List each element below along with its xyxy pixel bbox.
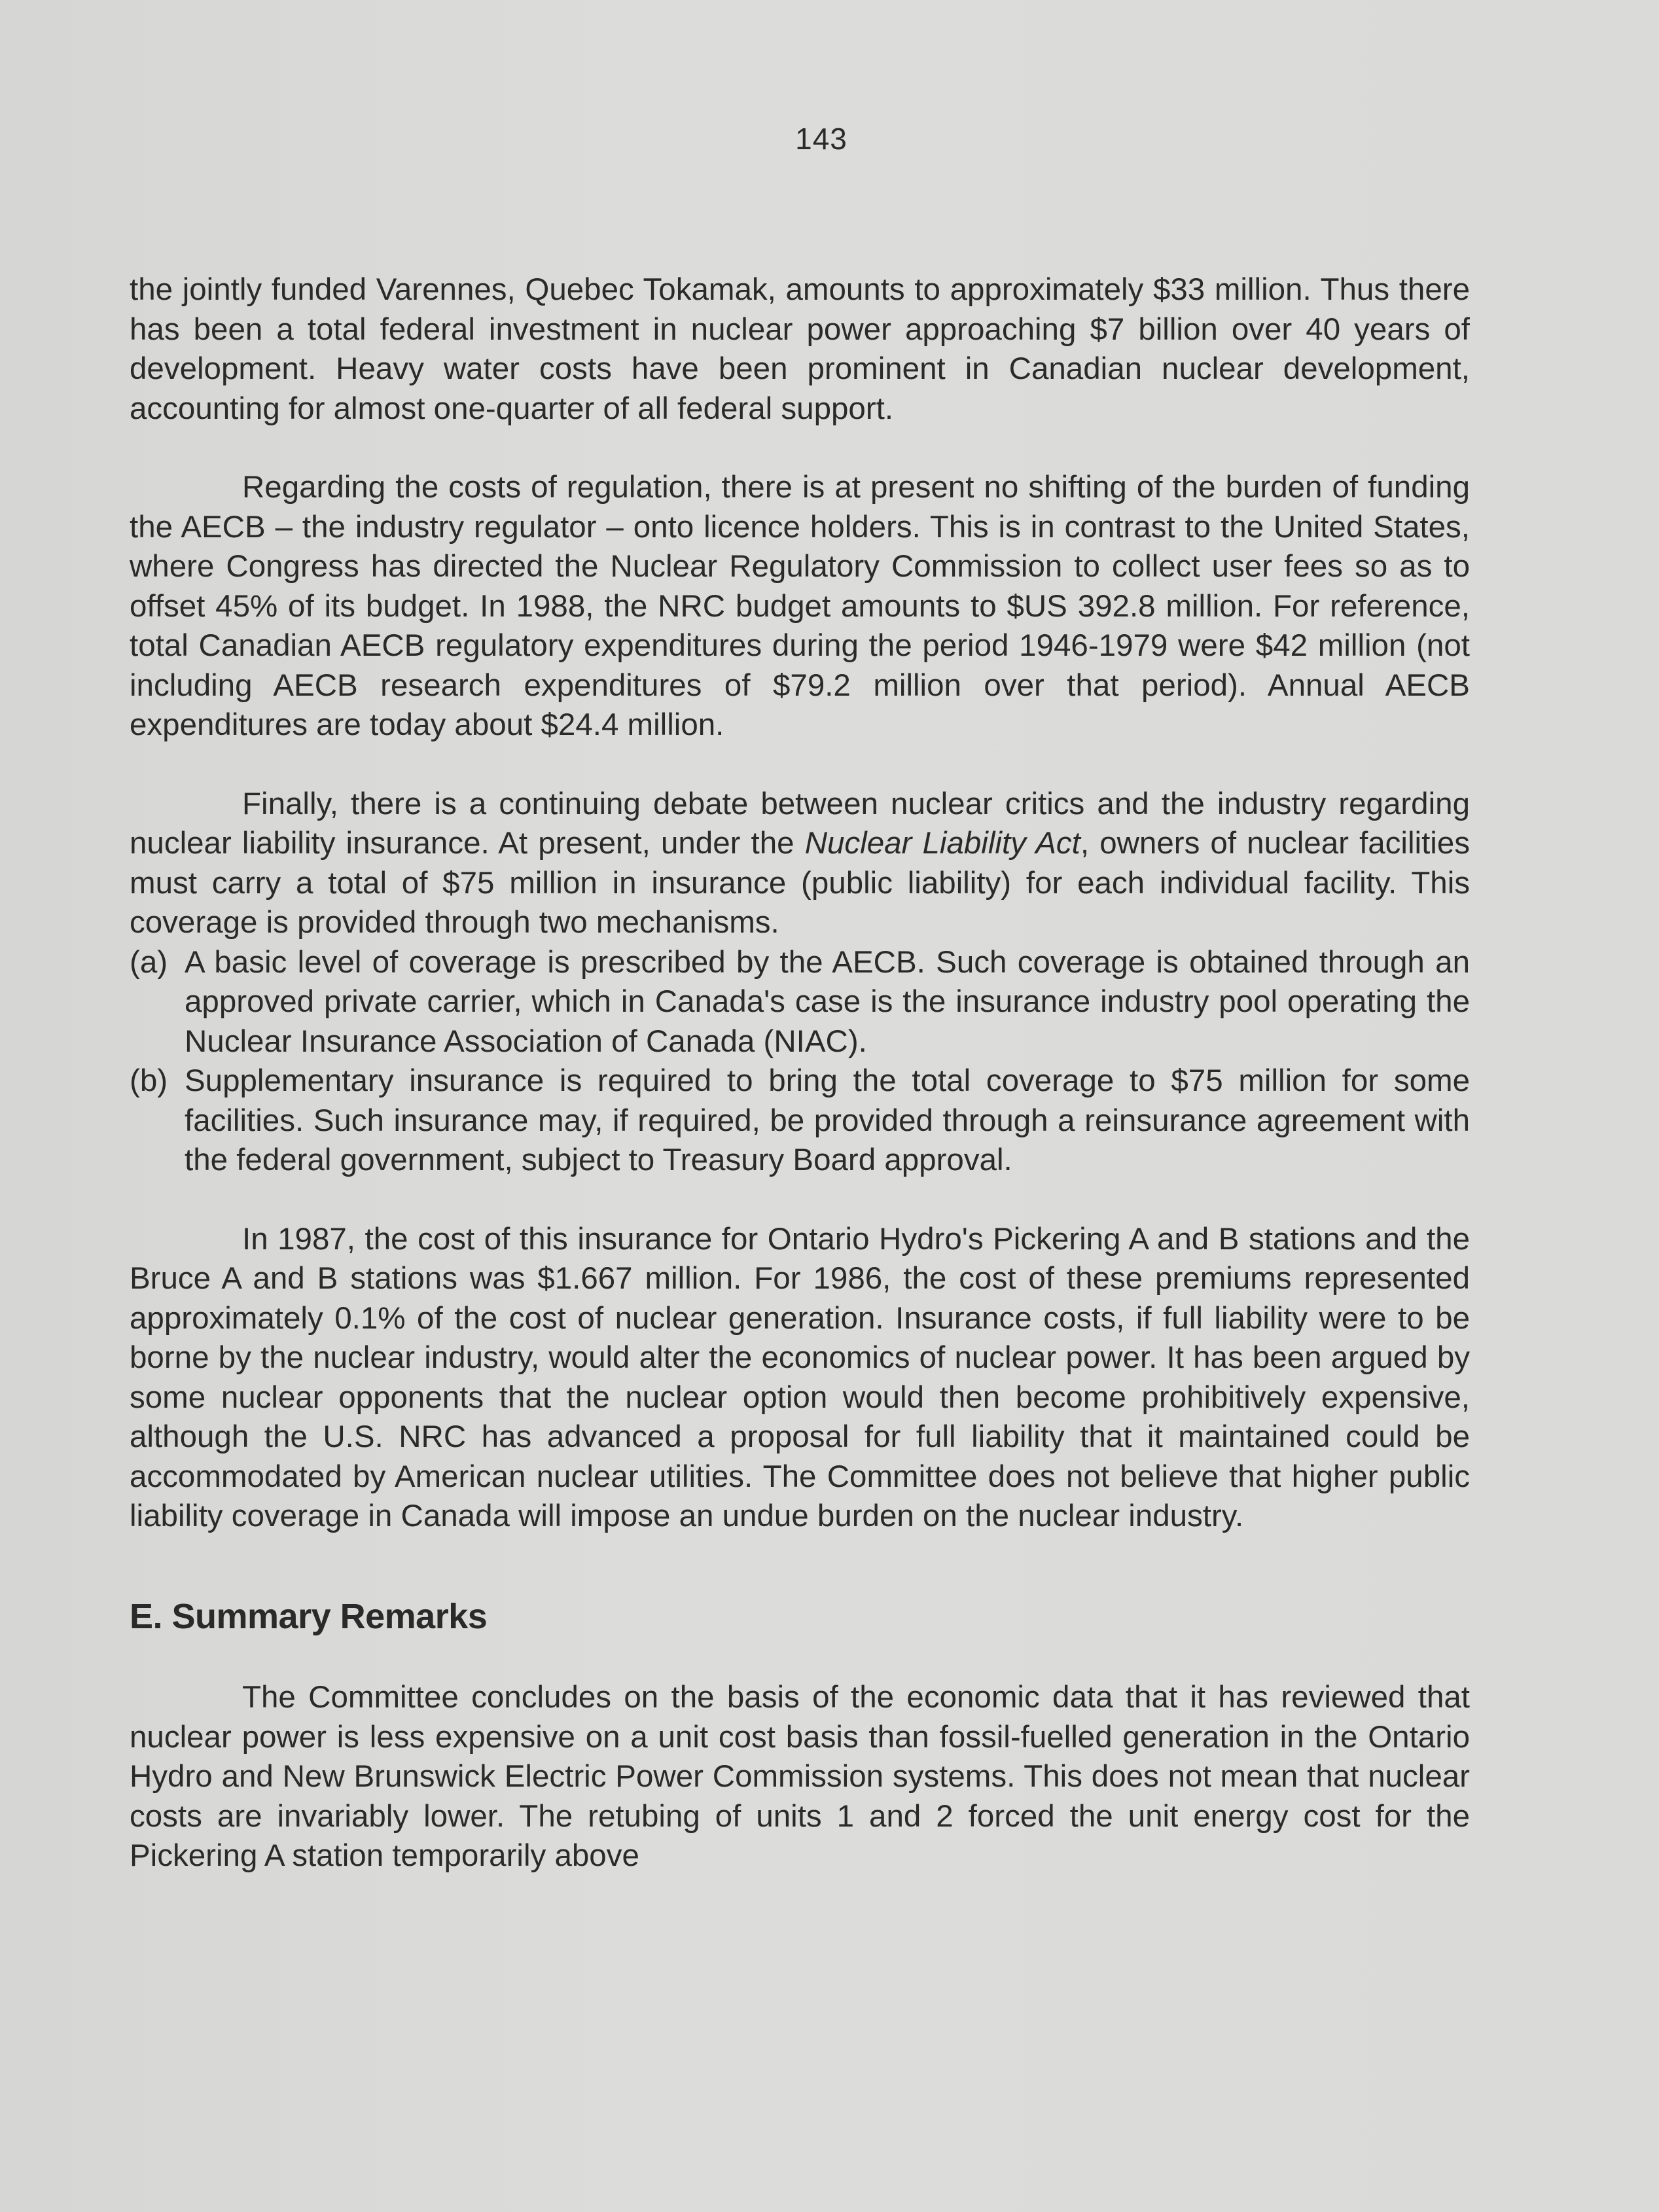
page-number: 143 [795, 122, 847, 156]
paragraph-insurance-cost: In 1987, the cost of this insurance for Ontario Hydro's Pickering A and B stations and the Bruce A and B stations was $1.667 million. For 1986, the cost of these premiums represented approximately 0.1% of the cost of nuclear generation. Insurance costs, if full liability were to be borne by the nuclear industry, would alter the economics of nuclear power. It has been argued by some nuclear opponents that the nuclear option would then become prohibitively expensive, although the U.S. NRC has advanced a proposal for full liability that it maintained could be accommodated by American nuclear utilities. The Committee does not believe that higher public liability coverage in Canada will impose an undue burden on the nuclear industry. [130, 1221, 1470, 1533]
paragraph-liability-insurance [130, 785, 1470, 943]
page-body [130, 270, 1470, 1876]
list-marker-a: (a) [130, 944, 168, 980]
list-item-b [130, 1061, 1470, 1181]
nuclear-liability-act-title: Nuclear Liability Act [804, 826, 1080, 861]
list-item-a [130, 943, 1470, 1062]
paragraph-liability-text-end: , owners of nuclear facilities must carry a total of $75 million in insurance (public liability) for each individual facility. This coverage is provided through two mechanisms. [130, 826, 1471, 940]
list-text-b: Supplementary insurance is required to bring the total coverage to $75 million for some facilities. Such insurance may, if required, be provided through a reinsurance agreement with the federal government, subject to Treasury Board approval. [185, 1063, 1470, 1177]
list-text-a: A basic level of coverage is prescribed by the AECB. Such coverage is obtained through an approved private carrier, which in Canada's case is the insurance industry pool operating the Nuclear Insurance Association of Canada (NIAC). [185, 944, 1470, 1059]
list-marker-b: (b) [130, 1063, 168, 1098]
paragraph-regulation-costs: Regarding the costs of regulation, there is at present no shifting of the burden of funding the AECB – the industry regulator – onto licence holders. This is in contrast to the United States, where Congress has directed the Nuclear Regulatory Commission to collect user fees so as to offset 45% of its budget. In 1988, the NRC budget amounts to $US 392.8 million. For reference, total Canadian AECB regulatory expenditures during the period 1946-1979 were $42 million (not including AECB research expenditures of $79.2 million over that period). Annual AECB expenditures are today about $24.4 million. [130, 470, 1470, 742]
paragraph-federal-investment: the jointly funded Varennes, Quebec Tokamak, amounts to approximately $33 million. Thus there has been a total federal investment in nuclear power approaching $7 billion over 40 years of development. Heavy water costs have been prominent in Canadian nuclear development, accounting for almost one-quarter of all federal support. [130, 272, 1470, 426]
paragraph-summary: The Committee concludes on the basis of the economic data that it has reviewed that nuclear power is less expensive on a unit cost basis than fossil-fuelled generation in the Ontario Hydro and New Brunswick Electric Power Commission systems. This does not mean that nuclear costs are invariably lower. The retubing of units 1 and 2 forced the unit energy cost for the Pickering A station temporarily above [130, 1680, 1470, 1873]
section-heading: E. Summary Remarks [130, 1596, 488, 1636]
paragraph-liability-text-start: Finally, there is a continuing debate between nuclear critics and the industry regarding nuclear liability insurance. At present, under the [130, 786, 1470, 861]
